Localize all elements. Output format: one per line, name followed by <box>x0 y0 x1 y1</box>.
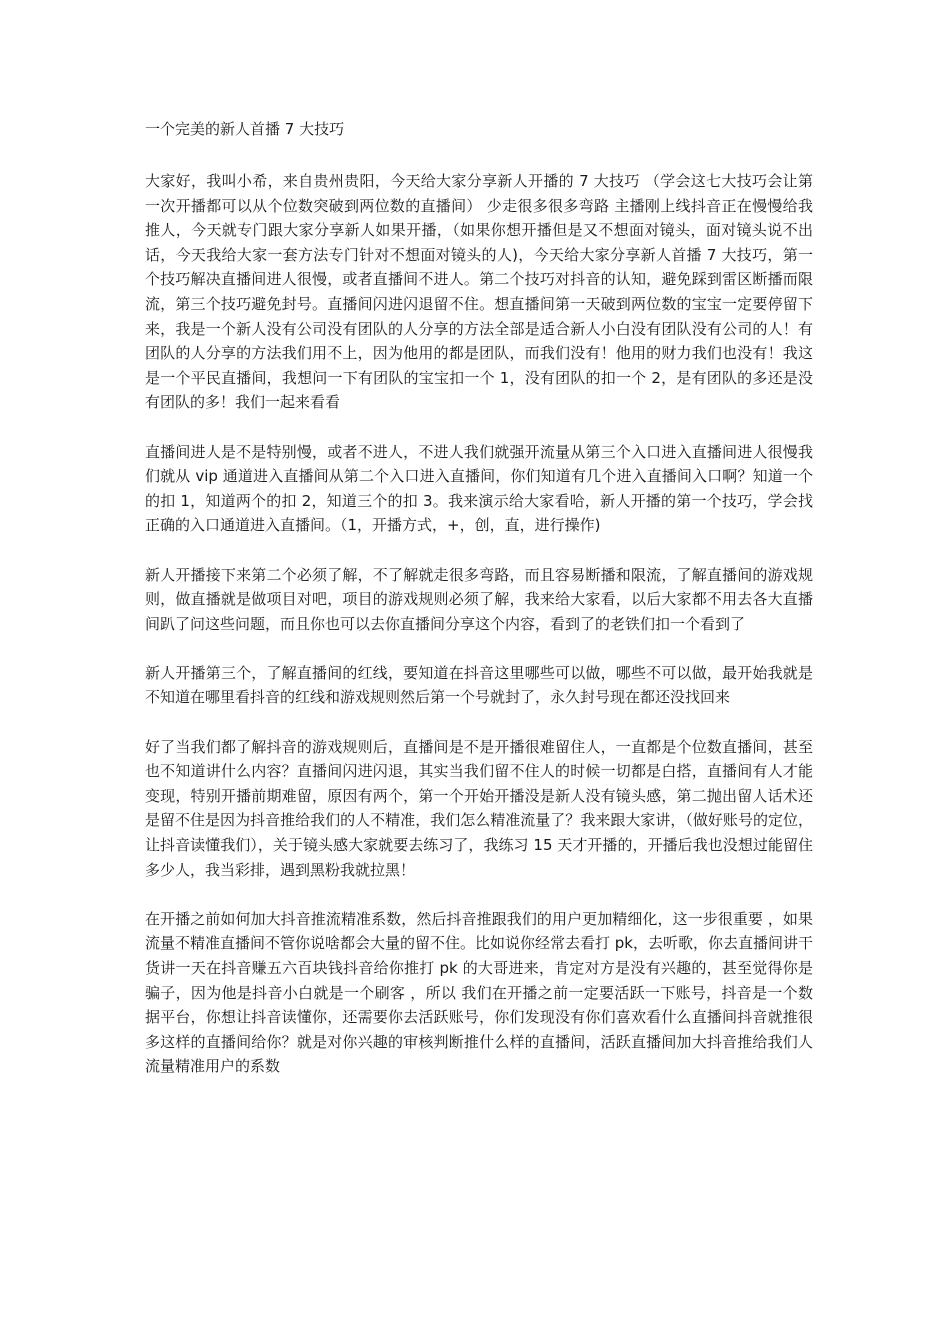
paragraph-tip-3: 新人开播第三个，了解直播间的红线，要知道在抖音这里哪些可以做，哪些不可以做，最开始我就是不知道在哪里看抖音的红线和游戏规则然后第一个号就封了，永久封号现在都还没找回来 <box>145 663 813 707</box>
spacer <box>145 415 813 440</box>
paragraph-tip-1: 直播间进人是不是特别慢，或者不进人，不进人我们就强开流量从第三个入口进入直播间进人很慢我们就从 vip 通道进入直播间从第二个入口进入直播间，你们知道有几个进入直播间入口啊？知道一个的扣 1，知道两个的扣 2，知道三个的扣 3。我来演示给大家看哈，新人开播的第一个技巧，学会找正确的入口通道进入直播间。（1，开播方式，+，创，直，进行操作) <box>145 442 813 535</box>
document-title: 一个完美的新人首播 7 大技巧 <box>145 120 345 138</box>
spacer <box>145 882 813 907</box>
paragraph-retention: 好了当我们都了解抖音的游戏规则后，直播间是不是开播很难留住人，一直都是个位数直播间，甚至也不知道讲什么内容？直播间闪进闪退，其实当我们留不住人的时候一切都是白搭，直播间有人才能变现，特别开播前期难留，原因有两个，第一个开始开播没是新人没有镜头感，第二抛出留人话术还是留不住是因为抖音推给我们的人不精准，我们怎么精准流量了？我来跟大家讲，（做好账号的定位，让抖音读懂我们），关于镜头感大家就要去练习了，我练习 15 天才开播的，开播后我也没想过能留住多少人，我当彩排，遇到黑粉我就拉黑！ <box>145 737 813 879</box>
spacer <box>145 710 813 735</box>
spacer <box>145 538 813 563</box>
document-body <box>145 116 813 1079</box>
paragraph-precision-traffic: 在开播之前如何加大抖音推流精准系数，然后抖音推跟我们的用户更加精细化，这一步很重要 ，如果流量不精准直播间不管你说啥都会大量的留不住。比如说你经常去看打 pk，去听歌，你去直播间讲干货讲一天在抖音赚五六百块钱抖音给你推打 pk 的大哥进来，肯定对方是没有兴趣的，甚至觉得你是骗子，因为他是抖音小白就是一个刷客 ，所以 我们在开播之前一定要活跃一下账号，抖音是一个数据平台，你想让抖音读懂你，还需要你去活跃账号，你们发现没有你们喜欢看什么直播间抖音就推很多这样的直播间给你？就是对你兴趣的审核判断推什么样的直播间，活跃直播间加大抖音推给我们人流量精准用户的系数 <box>145 909 813 1076</box>
paragraph-intro: 大家好，我叫小希，来自贵州贵阳，今天给大家分享新人开播的 7 大技巧 （学会这七大技巧会让第一次开播都可以从个位数突破到两位数的直播间） 少走很多很多弯路 主播刚上线抖音正在慢慢给我推人，今天就专门跟大家分享新人如果开播，（如果你想开播但是又不想面对镜头，面对镜头说不出话，今天我给大家一套方法专门针对不想面对镜头的人)，今天给大家分享新人首播 7 大技巧，第一个技巧解决直播间进人很慢，或者直播间不进人。第二个技巧对抖音的认知，避免踩到雷区断播而限流，第三个技巧避免封号。直播间闪进闪退留不住。想直播间第一天破到两位数的宝宝一定要停留下来，我是一个新人没有公司没有团队的人分享的方法全部是适合新人小白没有团队没有公司的人！有团队的人分享的方法我们用不上，因为他用的都是团队，而我们没有！他用的财力我们也没有！我这是一个平民直播间，我想问一下有团队的宝宝扣一个 1，没有团队的扣一个 2，是有团队的多还是没有团队的多！我们一起来看看 <box>145 172 813 412</box>
paragraph-tip-2: 新人开播接下来第二个必须了解，不了解就走很多弯路，而且容易断播和限流，了解直播间的游戏规则，做直播就是做项目对吧，项目的游戏规则必须了解，我来给大家看，以后大家都不用去各大直播间趴了问这些问题，而且你也可以去你直播间分享这个内容，看到了的老铁们扣一个看到了 <box>145 565 813 633</box>
spacer <box>145 636 813 661</box>
spacer <box>145 142 813 169</box>
